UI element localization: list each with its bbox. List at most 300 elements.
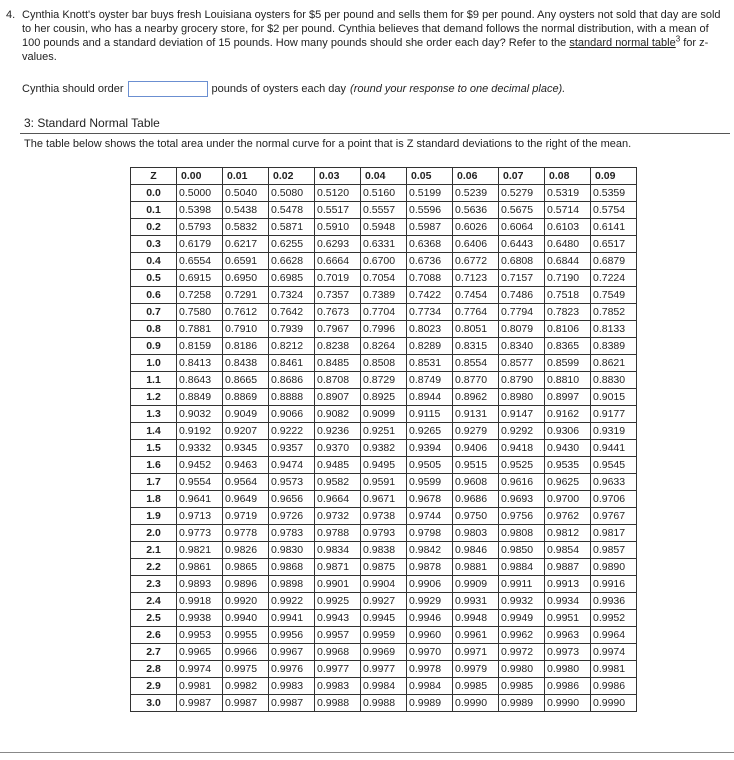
probability-cell: 0.9890: [591, 559, 637, 576]
probability-cell: 0.8023: [407, 321, 453, 338]
probability-cell: 0.7939: [269, 321, 315, 338]
probability-cell: 0.9854: [545, 542, 591, 559]
column-header: 0.03: [315, 168, 361, 185]
probability-cell: 0.9582: [315, 474, 361, 491]
probability-cell: 0.9066: [269, 406, 315, 423]
probability-cell: 0.8413: [177, 355, 223, 372]
probability-cell: 0.9162: [545, 406, 591, 423]
probability-cell: 0.5754: [591, 202, 637, 219]
probability-cell: 0.6554: [177, 253, 223, 270]
probability-cell: 0.9956: [269, 627, 315, 644]
probability-cell: 0.9965: [177, 644, 223, 661]
probability-cell: 0.5359: [591, 185, 637, 202]
z-value-cell: 2.9: [131, 678, 177, 695]
probability-cell: 0.9767: [591, 508, 637, 525]
probability-cell: 0.9987: [177, 695, 223, 712]
probability-cell: 0.9974: [177, 661, 223, 678]
column-header: 0.04: [361, 168, 407, 185]
probability-cell: 0.9968: [315, 644, 361, 661]
z-value-cell: 2.6: [131, 627, 177, 644]
probability-cell: 0.9964: [591, 627, 637, 644]
probability-cell: 0.9463: [223, 457, 269, 474]
probability-cell: 0.9834: [315, 542, 361, 559]
probability-cell: 0.9236: [315, 423, 361, 440]
column-header: 0.05: [407, 168, 453, 185]
probability-cell: 0.6480: [545, 236, 591, 253]
probability-cell: 0.8643: [177, 372, 223, 389]
probability-cell: 0.7123: [453, 270, 499, 287]
probability-cell: 0.6628: [269, 253, 315, 270]
table-row: [131, 270, 637, 287]
probability-cell: 0.9978: [407, 661, 453, 678]
probability-cell: 0.9207: [223, 423, 269, 440]
probability-cell: 0.9441: [591, 440, 637, 457]
probability-cell: 0.6736: [407, 253, 453, 270]
probability-cell: 0.8708: [315, 372, 361, 389]
probability-cell: 0.8686: [269, 372, 315, 389]
probability-cell: 0.6591: [223, 253, 269, 270]
probability-cell: 0.8869: [223, 389, 269, 406]
probability-cell: 0.9982: [223, 678, 269, 695]
z-value-cell: 1.0: [131, 355, 177, 372]
probability-cell: 0.9515: [453, 457, 499, 474]
probability-cell: 0.9974: [591, 644, 637, 661]
probability-cell: 0.9319: [591, 423, 637, 440]
bottom-divider: [0, 752, 734, 753]
probability-cell: 0.6368: [407, 236, 453, 253]
probability-cell: 0.8106: [545, 321, 591, 338]
link-footnote: 3: [675, 34, 681, 44]
table-row: [131, 355, 637, 372]
probability-cell: 0.8770: [453, 372, 499, 389]
table-row: [131, 372, 637, 389]
probability-cell: 0.6443: [499, 236, 545, 253]
probability-cell: 0.8051: [453, 321, 499, 338]
z-value-cell: 0.7: [131, 304, 177, 321]
probability-cell: 0.9943: [315, 610, 361, 627]
probability-cell: 0.7580: [177, 304, 223, 321]
probability-cell: 0.9656: [269, 491, 315, 508]
column-header: 0.01: [223, 168, 269, 185]
z-value-cell: 1.2: [131, 389, 177, 406]
probability-cell: 0.5199: [407, 185, 453, 202]
probability-cell: 0.8461: [269, 355, 315, 372]
probability-cell: 0.9430: [545, 440, 591, 457]
z-value-cell: 1.4: [131, 423, 177, 440]
table-row: [131, 695, 637, 712]
z-value-cell: 1.3: [131, 406, 177, 423]
probability-cell: 0.9332: [177, 440, 223, 457]
probability-cell: 0.9938: [177, 610, 223, 627]
column-header: 0.02: [269, 168, 315, 185]
probability-cell: 0.9990: [545, 695, 591, 712]
probability-cell: 0.6950: [223, 270, 269, 287]
probability-cell: 0.9966: [223, 644, 269, 661]
probability-cell: 0.9812: [545, 525, 591, 542]
probability-cell: 0.9049: [223, 406, 269, 423]
table-row: [131, 219, 637, 236]
probability-cell: 0.6879: [591, 253, 637, 270]
probability-cell: 0.9984: [407, 678, 453, 695]
probability-cell: 0.9099: [361, 406, 407, 423]
probability-cell: 0.7704: [361, 304, 407, 321]
probability-cell: 0.8888: [269, 389, 315, 406]
probability-cell: 0.9649: [223, 491, 269, 508]
probability-cell: 0.9713: [177, 508, 223, 525]
probability-cell: 0.9940: [223, 610, 269, 627]
probability-cell: 0.9984: [361, 678, 407, 695]
probability-cell: 0.9975: [223, 661, 269, 678]
probability-cell: 0.5793: [177, 219, 223, 236]
table-row: [131, 661, 637, 678]
probability-cell: 0.9972: [499, 644, 545, 661]
probability-cell: 0.9875: [361, 559, 407, 576]
probability-cell: 0.7224: [591, 270, 637, 287]
probability-cell: 0.9925: [315, 593, 361, 610]
question-text-tail: for z-values.: [22, 37, 709, 63]
question-text: [22, 8, 726, 64]
probability-cell: 0.9564: [223, 474, 269, 491]
probability-cell: 0.6179: [177, 236, 223, 253]
probability-cell: 0.9952: [591, 610, 637, 627]
column-header: 0.00: [177, 168, 223, 185]
z-value-cell: 0.3: [131, 236, 177, 253]
z-value-cell: 1.8: [131, 491, 177, 508]
probability-cell: 0.9292: [499, 423, 545, 440]
probability-cell: 0.8830: [591, 372, 637, 389]
probability-cell: 0.8264: [361, 338, 407, 355]
probability-cell: 0.9987: [223, 695, 269, 712]
probability-cell: 0.9370: [315, 440, 361, 457]
probability-cell: 0.7190: [545, 270, 591, 287]
probability-cell: 0.8925: [361, 389, 407, 406]
probability-cell: 0.9306: [545, 423, 591, 440]
z-value-cell: 1.6: [131, 457, 177, 474]
probability-cell: 0.9616: [499, 474, 545, 491]
probability-cell: 0.9896: [223, 576, 269, 593]
probability-cell: 0.9222: [269, 423, 315, 440]
probability-cell: 0.9871: [315, 559, 361, 576]
z-value-cell: 0.9: [131, 338, 177, 355]
probability-cell: 0.9941: [269, 610, 315, 627]
probability-cell: 0.9927: [361, 593, 407, 610]
probability-cell: 0.5000: [177, 185, 223, 202]
probability-cell: 0.9913: [545, 576, 591, 593]
probability-cell: 0.7734: [407, 304, 453, 321]
probability-cell: 0.7764: [453, 304, 499, 321]
probability-cell: 0.9977: [361, 661, 407, 678]
probability-cell: 0.6331: [361, 236, 407, 253]
table-row: [131, 253, 637, 270]
table-row: [131, 440, 637, 457]
probability-cell: 0.9911: [499, 576, 545, 593]
z-value-cell: 2.2: [131, 559, 177, 576]
probability-cell: 0.7157: [499, 270, 545, 287]
probability-cell: 0.9131: [453, 406, 499, 423]
probability-cell: 0.9918: [177, 593, 223, 610]
probability-cell: 0.8962: [453, 389, 499, 406]
probability-cell: 0.8186: [223, 338, 269, 355]
probability-cell: 0.9985: [453, 678, 499, 695]
probability-cell: 0.9945: [361, 610, 407, 627]
probability-cell: 0.9971: [453, 644, 499, 661]
column-header: 0.09: [591, 168, 637, 185]
probability-cell: 0.5438: [223, 202, 269, 219]
probability-cell: 0.5987: [407, 219, 453, 236]
probability-cell: 0.8212: [269, 338, 315, 355]
z-value-cell: 0.6: [131, 287, 177, 304]
probability-cell: 0.8365: [545, 338, 591, 355]
probability-cell: 0.9251: [361, 423, 407, 440]
probability-cell: 0.7518: [545, 287, 591, 304]
probability-cell: 0.9884: [499, 559, 545, 576]
probability-cell: 0.9545: [591, 457, 637, 474]
probability-cell: 0.9406: [453, 440, 499, 457]
probability-cell: 0.9989: [407, 695, 453, 712]
standard-normal-table-link[interactable]: standard normal table: [569, 37, 676, 49]
z-value-cell: 0.1: [131, 202, 177, 219]
probability-cell: 0.9929: [407, 593, 453, 610]
probability-cell: 0.7291: [223, 287, 269, 304]
probability-cell: 0.9744: [407, 508, 453, 525]
probability-cell: 0.9989: [499, 695, 545, 712]
order-quantity-input[interactable]: [128, 81, 208, 97]
probability-cell: 0.7054: [361, 270, 407, 287]
probability-cell: 0.9887: [545, 559, 591, 576]
probability-cell: 0.8531: [407, 355, 453, 372]
probability-cell: 0.7019: [315, 270, 361, 287]
probability-cell: 0.9932: [499, 593, 545, 610]
probability-cell: 0.9382: [361, 440, 407, 457]
probability-cell: 0.9608: [453, 474, 499, 491]
probability-cell: 0.7454: [453, 287, 499, 304]
probability-cell: 0.7422: [407, 287, 453, 304]
probability-cell: 0.9762: [545, 508, 591, 525]
probability-cell: 0.9671: [361, 491, 407, 508]
probability-cell: 0.6103: [545, 219, 591, 236]
table-row: [131, 491, 637, 508]
probability-cell: 0.5517: [315, 202, 361, 219]
probability-cell: 0.5040: [223, 185, 269, 202]
probability-cell: 0.6255: [269, 236, 315, 253]
probability-cell: 0.9986: [545, 678, 591, 695]
probability-cell: 0.9525: [499, 457, 545, 474]
probability-cell: 0.9842: [407, 542, 453, 559]
probability-cell: 0.9983: [315, 678, 361, 695]
probability-cell: 0.5160: [361, 185, 407, 202]
probability-cell: 0.9904: [361, 576, 407, 593]
probability-cell: 0.6517: [591, 236, 637, 253]
column-header: 0.07: [499, 168, 545, 185]
probability-cell: 0.9265: [407, 423, 453, 440]
probability-cell: 0.9177: [591, 406, 637, 423]
z-column-header: Z: [131, 168, 177, 185]
probability-cell: 0.9931: [453, 593, 499, 610]
table-description: The table below shows the total area under the normal curve for a point that is Z standard deviations to the right of the mean.: [24, 138, 632, 150]
probability-cell: 0.8554: [453, 355, 499, 372]
probability-cell: 0.9394: [407, 440, 453, 457]
table-row: [131, 644, 637, 661]
probability-cell: 0.9535: [545, 457, 591, 474]
probability-cell: 0.6217: [223, 236, 269, 253]
table-row: [131, 508, 637, 525]
probability-cell: 0.9973: [545, 644, 591, 661]
probability-cell: 0.9783: [269, 525, 315, 542]
probability-cell: 0.9808: [499, 525, 545, 542]
probability-cell: 0.9793: [361, 525, 407, 542]
probability-cell: 0.5948: [361, 219, 407, 236]
probability-cell: 0.8485: [315, 355, 361, 372]
probability-cell: 0.6808: [499, 253, 545, 270]
z-value-cell: 2.5: [131, 610, 177, 627]
probability-cell: 0.8315: [453, 338, 499, 355]
probability-cell: 0.9948: [453, 610, 499, 627]
probability-cell: 0.7996: [361, 321, 407, 338]
probability-cell: 0.7088: [407, 270, 453, 287]
probability-cell: 0.9418: [499, 440, 545, 457]
probability-cell: 0.9641: [177, 491, 223, 508]
probability-cell: 0.9934: [545, 593, 591, 610]
probability-cell: 0.9979: [453, 661, 499, 678]
probability-cell: 0.9778: [223, 525, 269, 542]
probability-cell: 0.9980: [499, 661, 545, 678]
probability-cell: 0.9922: [269, 593, 315, 610]
probability-cell: 0.9955: [223, 627, 269, 644]
probability-cell: 0.9573: [269, 474, 315, 491]
probability-cell: 0.9893: [177, 576, 223, 593]
probability-cell: 0.9865: [223, 559, 269, 576]
probability-cell: 0.9969: [361, 644, 407, 661]
table-row: [131, 542, 637, 559]
probability-cell: 0.8849: [177, 389, 223, 406]
probability-cell: 0.5910: [315, 219, 361, 236]
probability-cell: 0.9838: [361, 542, 407, 559]
z-value-cell: 0.5: [131, 270, 177, 287]
probability-cell: 0.8790: [499, 372, 545, 389]
probability-cell: 0.9901: [315, 576, 361, 593]
z-value-cell: 2.4: [131, 593, 177, 610]
probability-cell: 0.9485: [315, 457, 361, 474]
z-value-cell: 0.2: [131, 219, 177, 236]
probability-cell: 0.9726: [269, 508, 315, 525]
probability-cell: 0.6915: [177, 270, 223, 287]
probability-cell: 0.9951: [545, 610, 591, 627]
probability-cell: 0.5596: [407, 202, 453, 219]
table-section-title: 3: Standard Normal Table: [24, 116, 160, 130]
probability-cell: 0.7389: [361, 287, 407, 304]
probability-cell: 0.8997: [545, 389, 591, 406]
table-row: [131, 185, 637, 202]
probability-cell: 0.5319: [545, 185, 591, 202]
probability-cell: 0.8599: [545, 355, 591, 372]
probability-cell: 0.9830: [269, 542, 315, 559]
z-value-cell: 0.8: [131, 321, 177, 338]
probability-cell: 0.5080: [269, 185, 315, 202]
probability-cell: 0.8577: [499, 355, 545, 372]
probability-cell: 0.5239: [453, 185, 499, 202]
table-row: [131, 304, 637, 321]
probability-cell: 0.5714: [545, 202, 591, 219]
probability-cell: 0.9977: [315, 661, 361, 678]
probability-cell: 0.9554: [177, 474, 223, 491]
probability-cell: 0.9015: [591, 389, 637, 406]
probability-cell: 0.9916: [591, 576, 637, 593]
table-row: [131, 576, 637, 593]
probability-cell: 0.6844: [545, 253, 591, 270]
probability-cell: 0.9821: [177, 542, 223, 559]
probability-cell: 0.9981: [177, 678, 223, 695]
probability-cell: 0.7642: [269, 304, 315, 321]
probability-cell: 0.7486: [499, 287, 545, 304]
z-value-cell: 1.5: [131, 440, 177, 457]
z-value-cell: 1.7: [131, 474, 177, 491]
probability-cell: 0.8810: [545, 372, 591, 389]
probability-cell: 0.9936: [591, 593, 637, 610]
probability-cell: 0.9906: [407, 576, 453, 593]
probability-cell: 0.9988: [361, 695, 407, 712]
z-value-cell: 0.0: [131, 185, 177, 202]
probability-cell: 0.9678: [407, 491, 453, 508]
probability-cell: 0.6026: [453, 219, 499, 236]
probability-cell: 0.8289: [407, 338, 453, 355]
probability-cell: 0.9878: [407, 559, 453, 576]
table-row: [131, 610, 637, 627]
probability-cell: 0.9967: [269, 644, 315, 661]
probability-cell: 0.9738: [361, 508, 407, 525]
probability-cell: 0.9192: [177, 423, 223, 440]
answer-row: [22, 79, 565, 99]
probability-cell: 0.9953: [177, 627, 223, 644]
probability-cell: 0.5832: [223, 219, 269, 236]
probability-cell: 0.8238: [315, 338, 361, 355]
probability-cell: 0.7549: [591, 287, 637, 304]
probability-cell: 0.9946: [407, 610, 453, 627]
probability-cell: 0.6985: [269, 270, 315, 287]
rounding-hint: (round your response to one decimal place).: [350, 83, 566, 95]
probability-cell: 0.8665: [223, 372, 269, 389]
table-row: [131, 559, 637, 576]
question-text-body: Cynthia Knott's oyster bar buys fresh Louisiana oysters for $5 per pound and sells them for $9 per pound. Any oysters not sold that day are sold to her cousin, who has a nearby grocery store, for $2 per pound. Cynthia believes that demand follows the normal distribution, with a mean of 100 pounds and a standard deviation of 15 pounds. How many pounds should she order each day? Refer to the: [22, 9, 721, 49]
z-value-cell: 2.1: [131, 542, 177, 559]
probability-cell: 0.5398: [177, 202, 223, 219]
probability-cell: 0.9990: [591, 695, 637, 712]
probability-cell: 0.9881: [453, 559, 499, 576]
probability-cell: 0.9961: [453, 627, 499, 644]
answer-unit-text: pounds of oysters each day: [211, 83, 347, 95]
probability-cell: 0.9591: [361, 474, 407, 491]
probability-cell: 0.9898: [269, 576, 315, 593]
probability-cell: 0.6664: [315, 253, 361, 270]
probability-cell: 0.8340: [499, 338, 545, 355]
probability-cell: 0.8389: [591, 338, 637, 355]
probability-cell: 0.9773: [177, 525, 223, 542]
z-value-cell: 3.0: [131, 695, 177, 712]
probability-cell: 0.9803: [453, 525, 499, 542]
probability-cell: 0.7910: [223, 321, 269, 338]
z-value-cell: 1.1: [131, 372, 177, 389]
probability-cell: 0.9798: [407, 525, 453, 542]
probability-cell: 0.9963: [545, 627, 591, 644]
probability-cell: 0.5120: [315, 185, 361, 202]
probability-cell: 0.9700: [545, 491, 591, 508]
probability-cell: 0.9826: [223, 542, 269, 559]
probability-cell: 0.9357: [269, 440, 315, 457]
probability-cell: 0.9850: [499, 542, 545, 559]
probability-cell: 0.9599: [407, 474, 453, 491]
probability-cell: 0.9990: [453, 695, 499, 712]
probability-cell: 0.5279: [499, 185, 545, 202]
probability-cell: 0.8944: [407, 389, 453, 406]
